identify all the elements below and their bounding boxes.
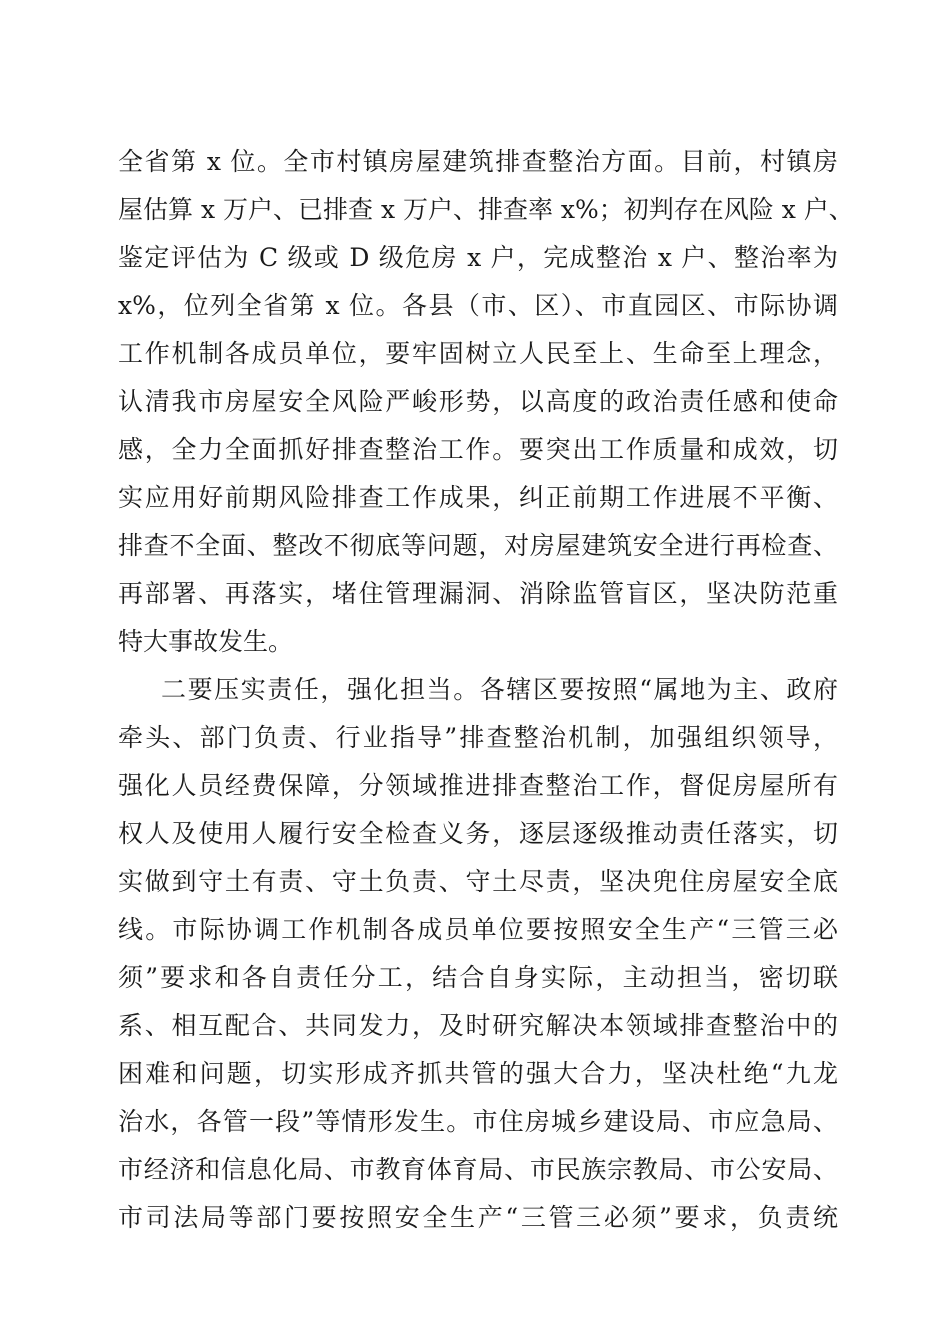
text-line: 线。市际协调工作机制各成员单位要按照安全生产“三管三必 bbox=[118, 915, 838, 944]
text-line: x%，位列全省第 x 位。各县（市、区）、市直园区、市际协调 bbox=[118, 291, 838, 320]
text-line: 实应用好前期风险排查工作成果，纠正前期工作进展不平衡、 bbox=[118, 483, 838, 512]
text-line: 排查不全面、整改不彻底等问题，对房屋建筑安全进行再检查、 bbox=[118, 531, 838, 560]
body-text bbox=[118, 138, 854, 1242]
text-line: 强化人员经费保障，分领域推进排查整治工作，督促房屋所有 bbox=[118, 771, 838, 800]
text-line: 感，全力全面抓好排查整治工作。要突出工作质量和成效，切 bbox=[118, 435, 838, 464]
text-line: 须”要求和各自责任分工，结合自身实际，主动担当，密切联 bbox=[118, 963, 838, 992]
text-line: 全省第 x 位。全市村镇房屋建筑排查整治方面。目前，村镇房 bbox=[118, 147, 838, 176]
text-line: 治水，各管一段”等情形发生。市住房城乡建设局、市应急局、 bbox=[118, 1107, 838, 1136]
text-line: 市经济和信息化局、市教育体育局、市民族宗教局、市公安局、 bbox=[118, 1155, 838, 1184]
text-line: 实做到守土有责、守土负责、守土尽责，坚决兜住房屋安全底 bbox=[118, 867, 838, 896]
text-line: 鉴定评估为 C 级或 D 级危房 x 户，完成整治 x 户、整治率为 bbox=[118, 243, 838, 272]
paragraph-start-line: 二要压实责任，强化担当。各辖区要按照“属地为主、政府 bbox=[161, 675, 838, 704]
text-line: 系、相互配合、共同发力，及时研究解决本领域排查整治中的 bbox=[118, 1011, 838, 1040]
text-line: 困难和问题，切实形成齐抓共管的强大合力，坚决杜绝“九龙 bbox=[118, 1059, 838, 1088]
text-line: 牵头、部门负责、行业指导”排查整治机制，加强组织领导， bbox=[118, 723, 838, 752]
text-line: 再部署、再落实，堵住管理漏洞、消除监管盲区，坚决防范重 bbox=[118, 579, 838, 608]
text-line: 屋估算 x 万户、已排查 x 万户、排查率 x%；初判存在风险 x 户、 bbox=[118, 195, 854, 224]
text-line: 权人及使用人履行安全检查义务，逐层逐级推动责任落实，切 bbox=[118, 819, 838, 848]
text-line: 市司法局等部门要按照安全生产“三管三必须”要求，负责统 bbox=[118, 1203, 838, 1232]
text-line: 工作机制各成员单位，要牢固树立人民至上、生命至上理念， bbox=[118, 339, 838, 368]
paragraph-end-line: 特大事故发生。 bbox=[118, 627, 294, 656]
text-line: 认清我市房屋安全风险严峻形势，以高度的政治责任感和使命 bbox=[118, 387, 838, 416]
